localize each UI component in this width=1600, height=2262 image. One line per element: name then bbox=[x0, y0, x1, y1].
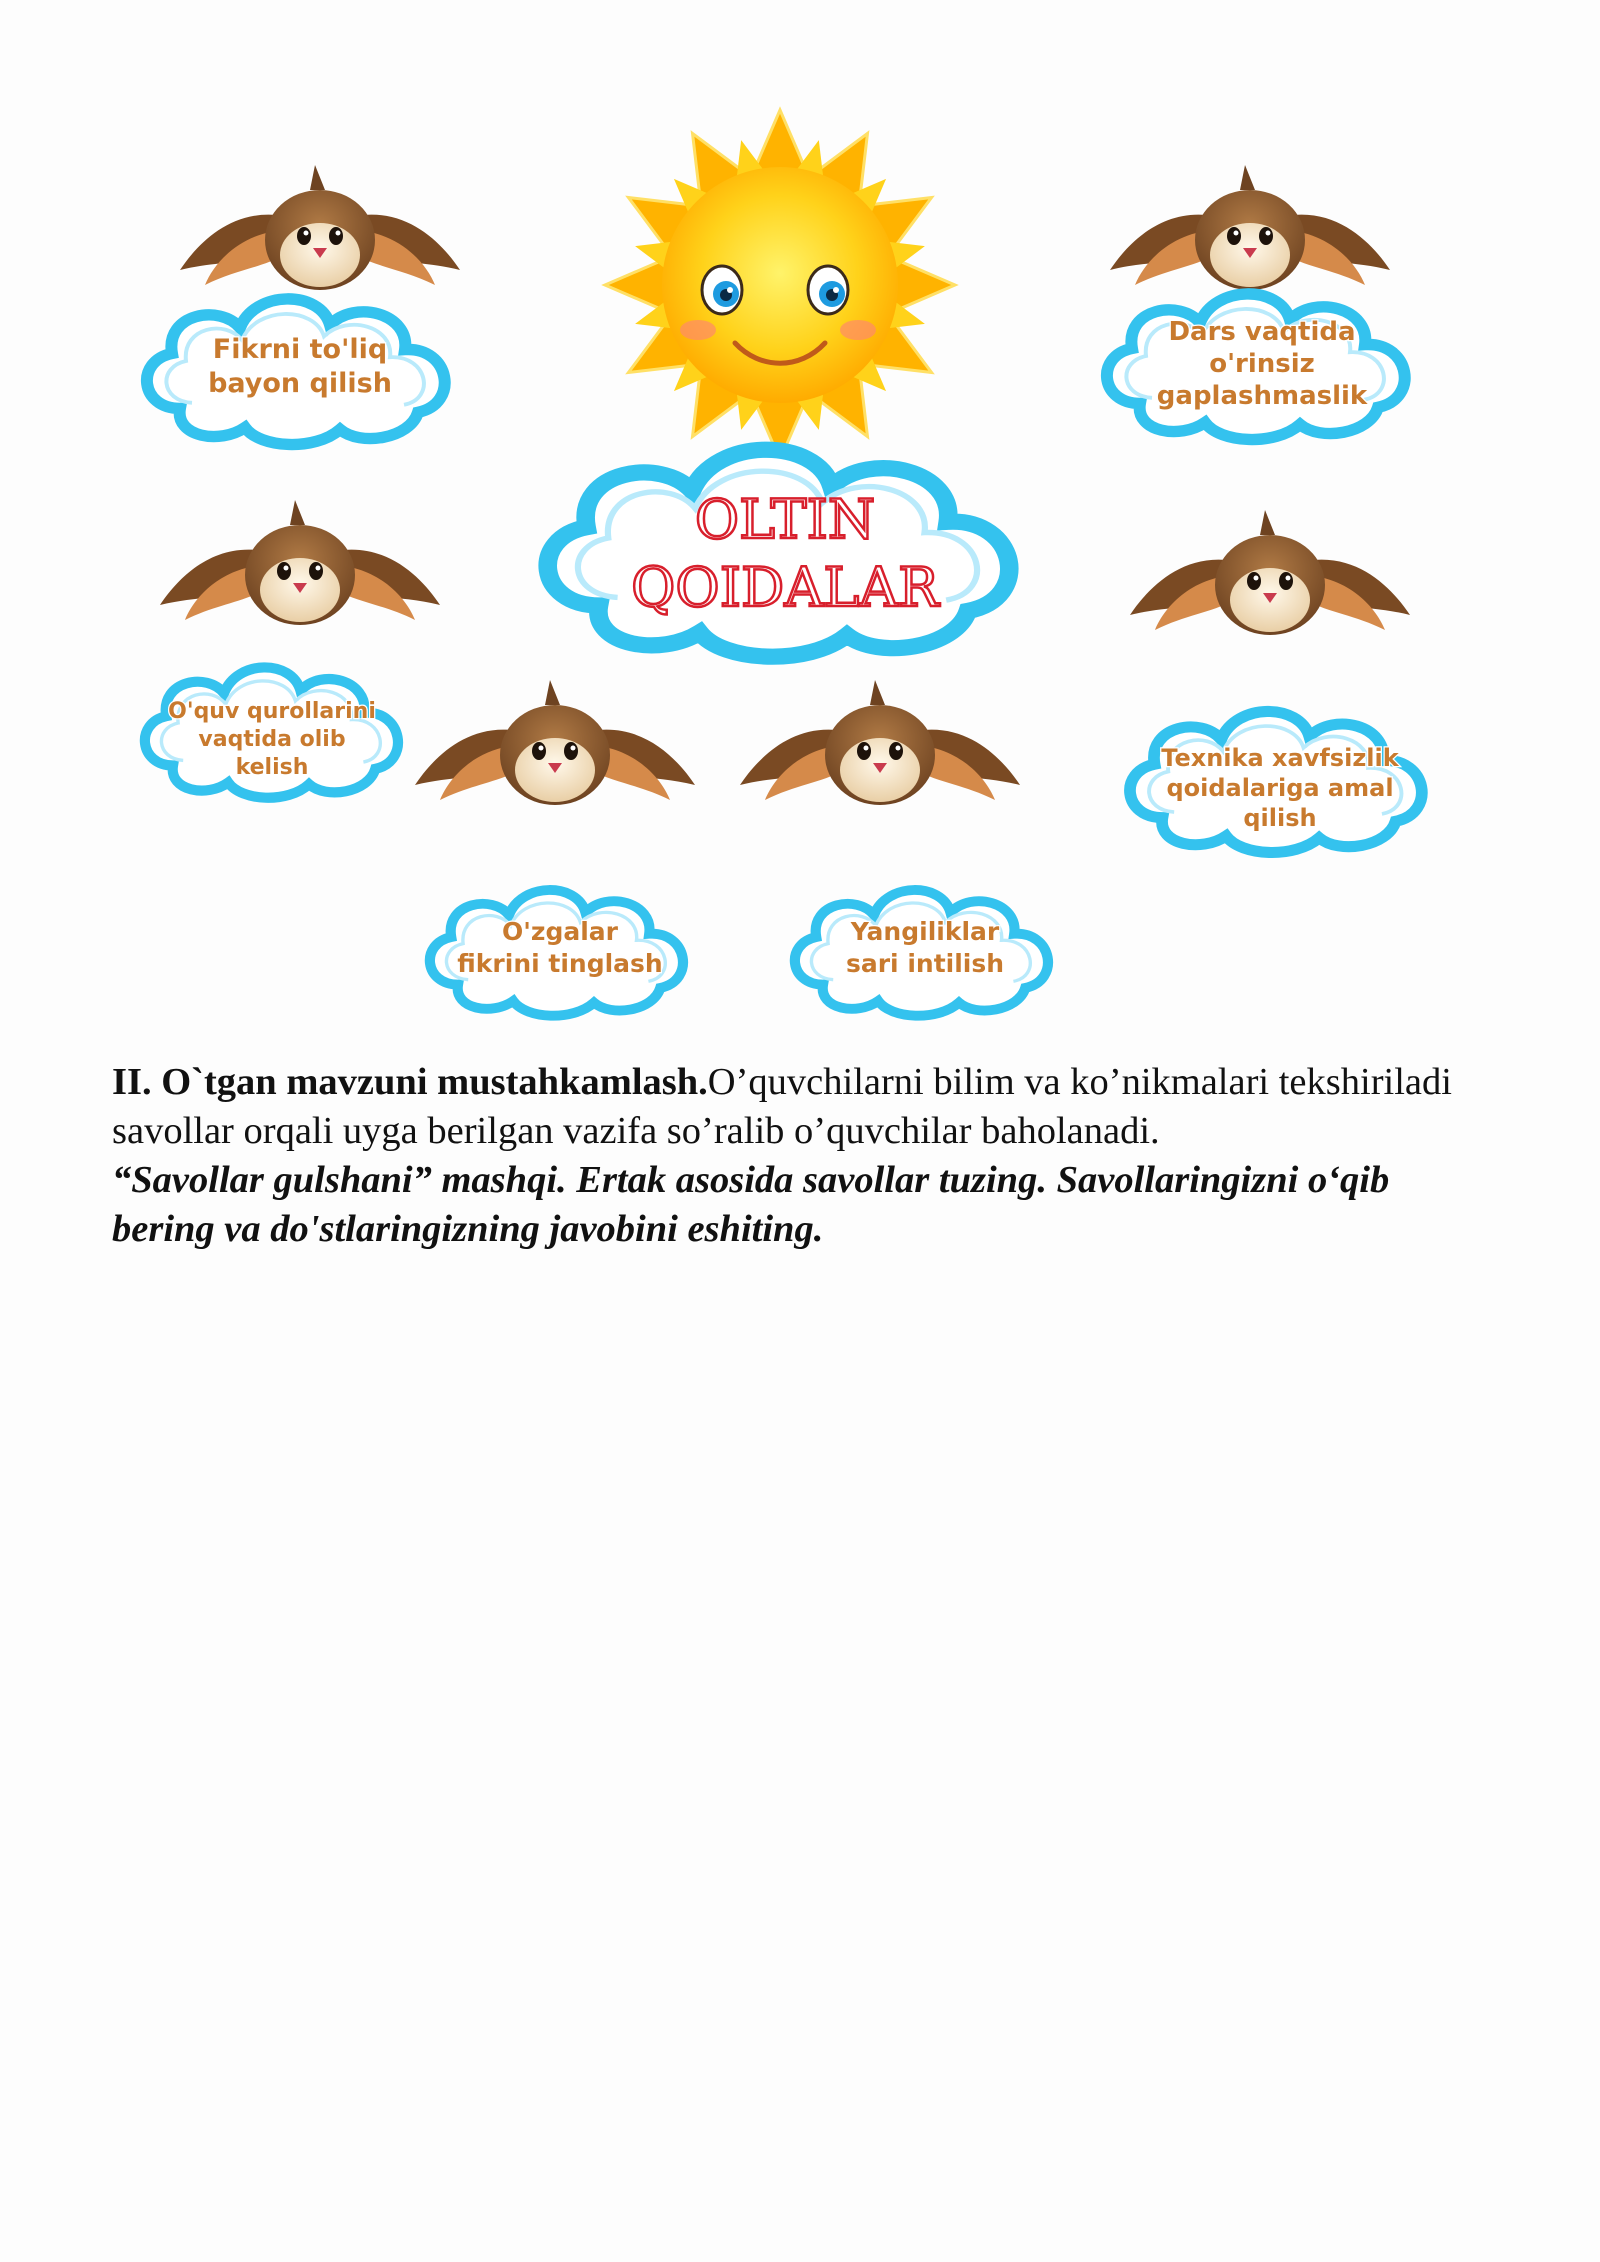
rule-card-1 bbox=[147, 165, 460, 445]
rule-5-line-1: O'zgalar bbox=[502, 917, 618, 946]
rule-4-line-1: Texnika xavfsizlik bbox=[1161, 744, 1399, 772]
title-line-1: OLTIN bbox=[694, 488, 876, 551]
exercise-instruction: “Savollar gulshani” mashqi. Ertak asosida savollar tuzing. Savollaringizni o‘qib bering va do'stlaringizning javobini eshiting. bbox=[112, 1159, 1390, 1250]
rule-6-line-2: sari intilish bbox=[845, 949, 1005, 978]
lesson-text bbox=[112, 1058, 1492, 1254]
section-body: O’quvchilarni bilim va ko’nikmalari tekshiriladi savollar orqali uyga berilgan vazifa so’ralib o’quvchilar baholanadi. bbox=[112, 1061, 1452, 1152]
rule-1-line-2: bayon qilish bbox=[208, 368, 392, 399]
rule-4-line-3: qilish bbox=[1243, 804, 1317, 832]
rule-card-4 bbox=[1130, 510, 1422, 852]
rule-card-6 bbox=[740, 680, 1048, 1016]
section-paragraph bbox=[112, 1058, 1492, 1156]
rule-card-5 bbox=[415, 680, 695, 1016]
rule-1-line-1: Fikrni to'liq bbox=[212, 334, 388, 365]
rule-3-line-1: O'quv qurollarini bbox=[168, 699, 376, 724]
rule-3-line-3: kelish bbox=[235, 755, 309, 780]
golden-rules-illustration bbox=[0, 0, 1600, 1050]
rule-card-3 bbox=[145, 500, 440, 798]
rule-5-line-2: fikrini tinglash bbox=[457, 949, 663, 978]
rule-3-line-2: vaqtida olib bbox=[198, 727, 346, 752]
rule-2-line-1: Dars vaqtida bbox=[1168, 317, 1356, 347]
rule-6-line-1: Yangiliklar bbox=[850, 917, 1000, 946]
title-line-2: QOIDALAR bbox=[631, 556, 939, 619]
section-heading: II. O`tgan mavzuni mustahkamlash. bbox=[112, 1061, 708, 1103]
rule-2-line-3: gaplashmaslik bbox=[1156, 381, 1368, 411]
rule-4-line-2: qoidalariga amal bbox=[1166, 774, 1394, 802]
rule-card-2 bbox=[1107, 165, 1405, 440]
sun bbox=[605, 110, 955, 460]
rule-2-line-2: o'rinsiz bbox=[1209, 349, 1315, 379]
title-cloud bbox=[548, 450, 1010, 657]
